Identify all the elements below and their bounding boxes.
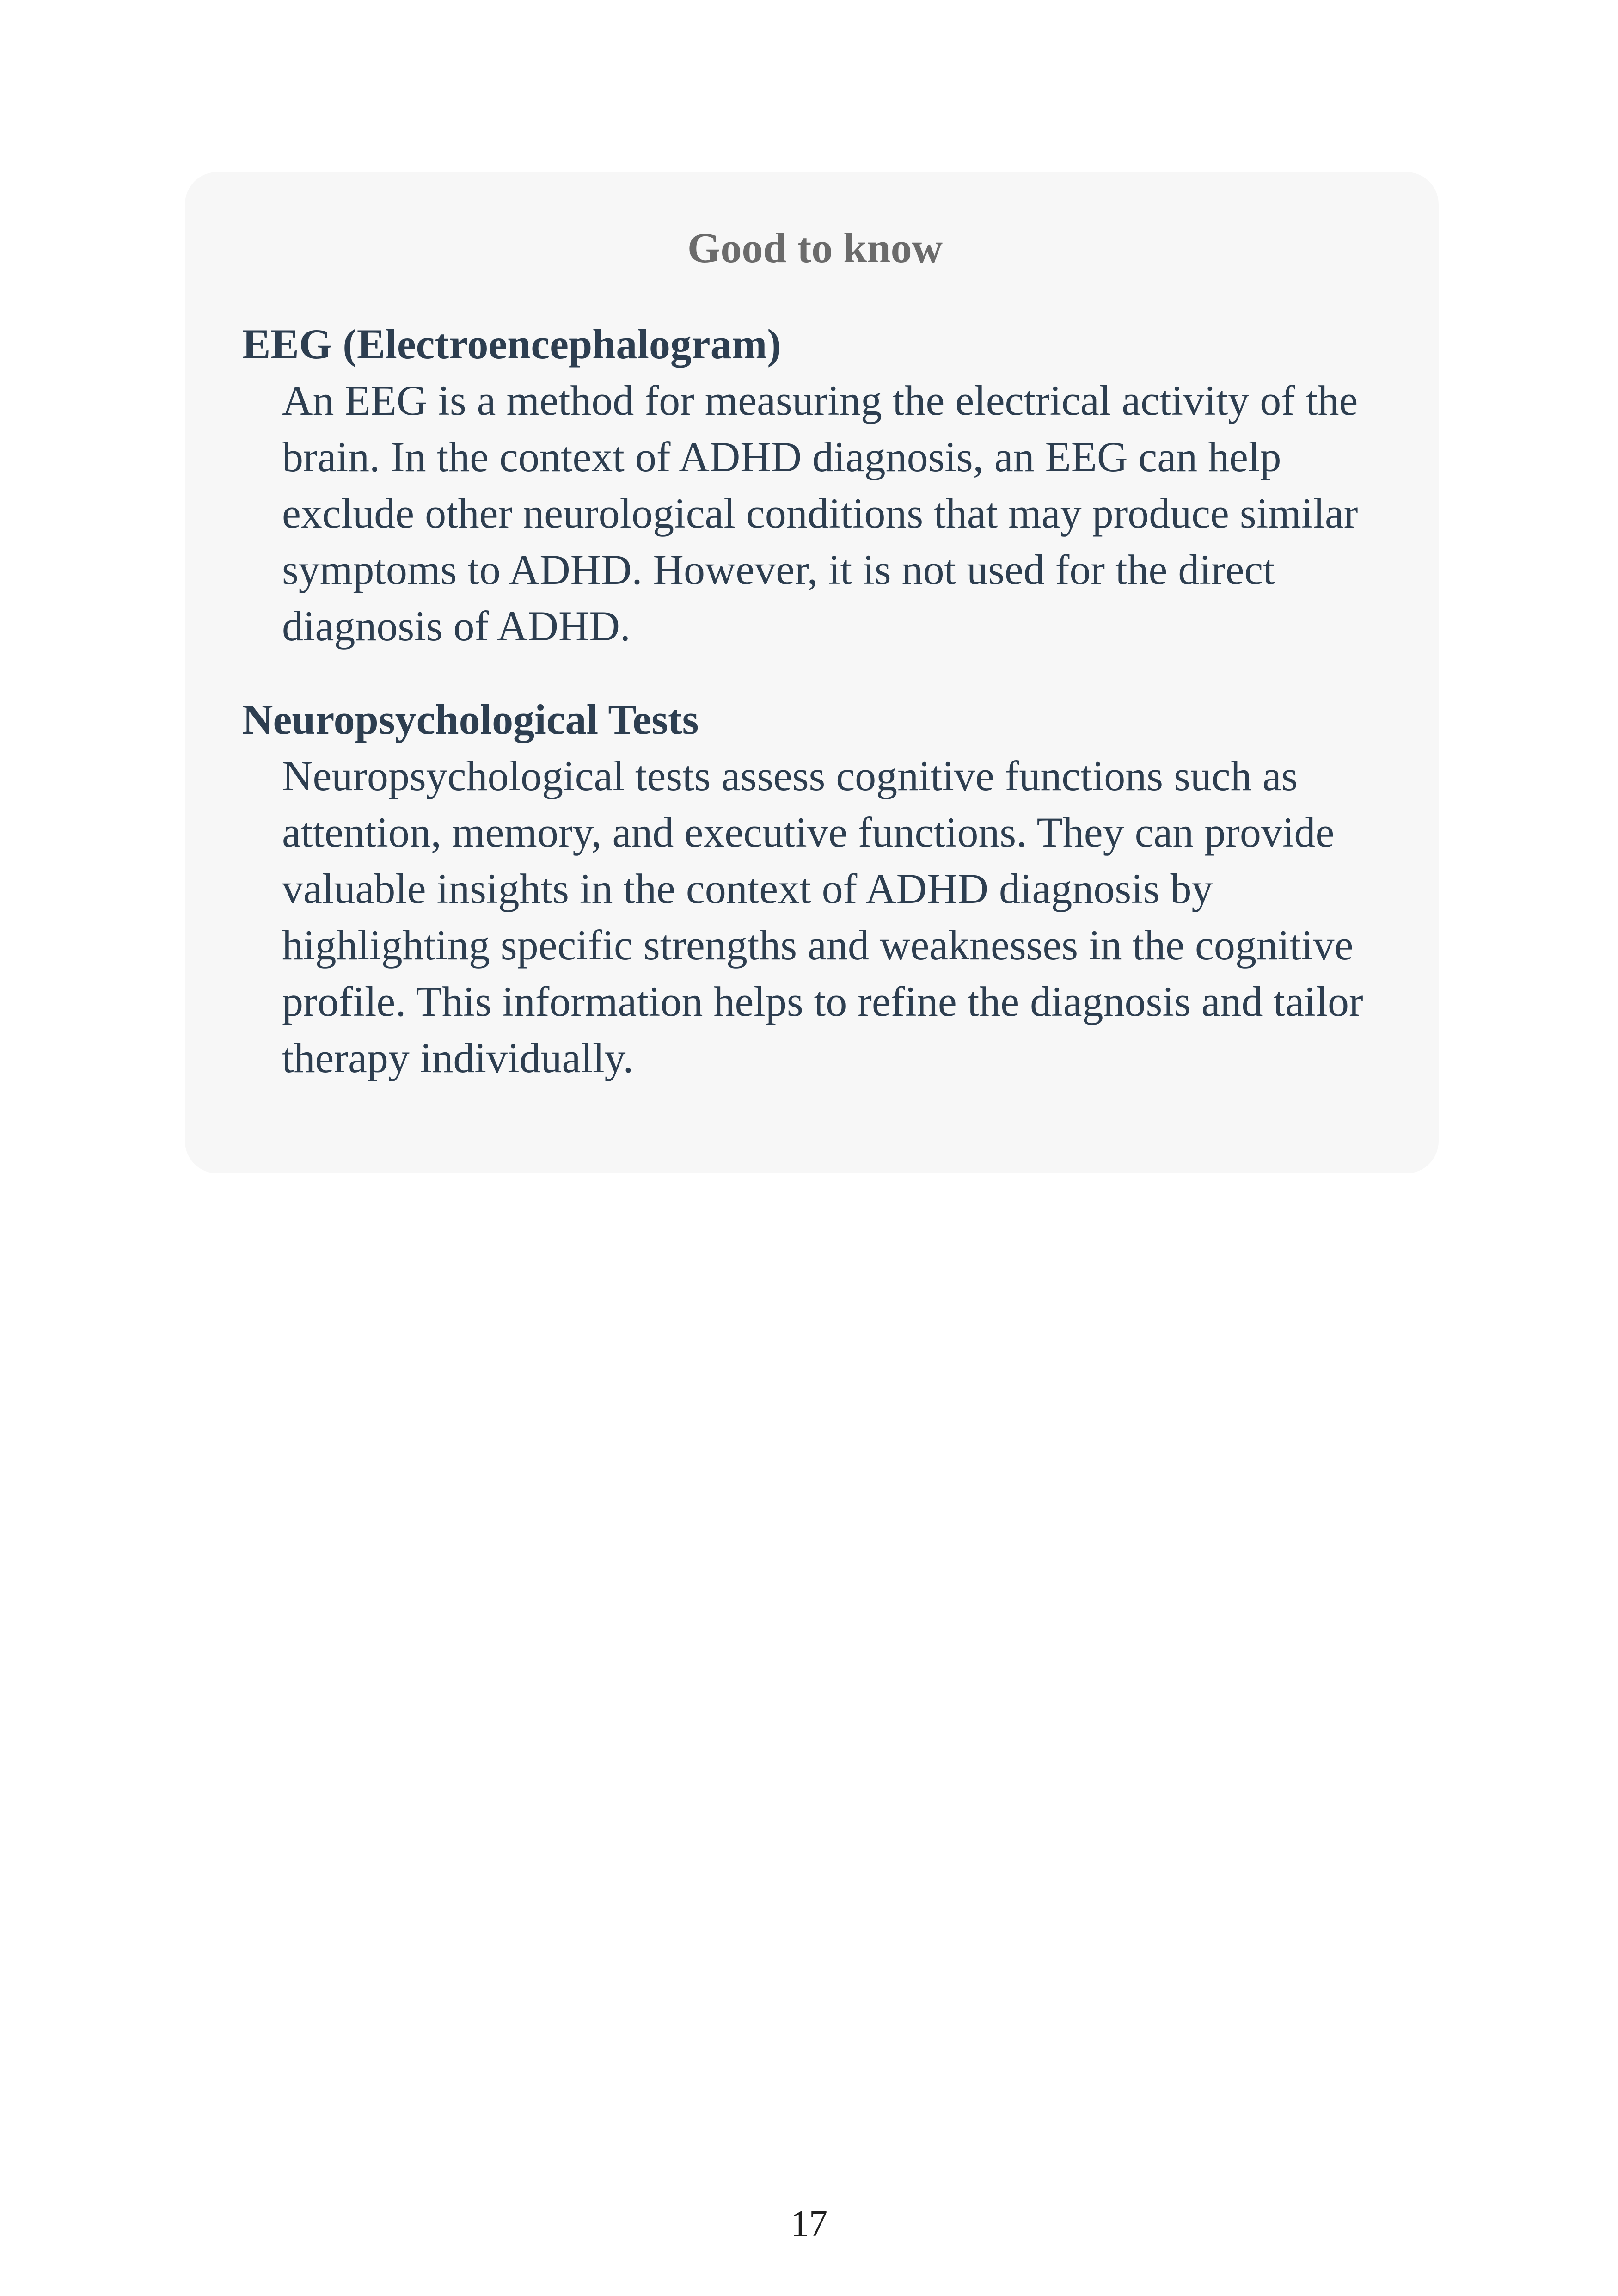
body-line: attention, memory, and executive functions. They can provide — [282, 809, 1335, 856]
box-title: Good to know — [687, 224, 943, 271]
body-line: Neuropsychological tests assess cognitive functions such as — [282, 752, 1298, 799]
section-body-eeg — [242, 372, 1388, 654]
body-line: therapy individually. — [282, 1034, 634, 1081]
section-heading-eeg: EEG (Electroencephalogram) — [242, 320, 781, 368]
body-line: diagnosis of ADHD. — [282, 602, 631, 650]
body-line: profile. This information helps to refine the diagnosis and tailor — [282, 978, 1363, 1025]
body-line: brain. In the context of ADHD diagnosis, an EEG can help — [282, 433, 1281, 480]
body-line: valuable insights in the context of ADHD diagnosis by — [282, 865, 1213, 912]
body-line: exclude other neurological conditions that may produce similar — [282, 490, 1358, 537]
body-line: highlighting specific strengths and weaknesses in the cognitive — [282, 921, 1354, 969]
section-heading-neuropsychological-tests: Neuropsychological Tests — [242, 696, 699, 743]
good-to-know-box — [185, 172, 1439, 1173]
body-line: An EEG is a method for measuring the electrical activity of the — [282, 377, 1358, 424]
body-line: symptoms to ADHD. However, it is not used for the direct — [282, 546, 1275, 593]
page-number: 17 — [791, 2204, 827, 2244]
section-body-neuropsychological-tests — [242, 748, 1388, 1086]
